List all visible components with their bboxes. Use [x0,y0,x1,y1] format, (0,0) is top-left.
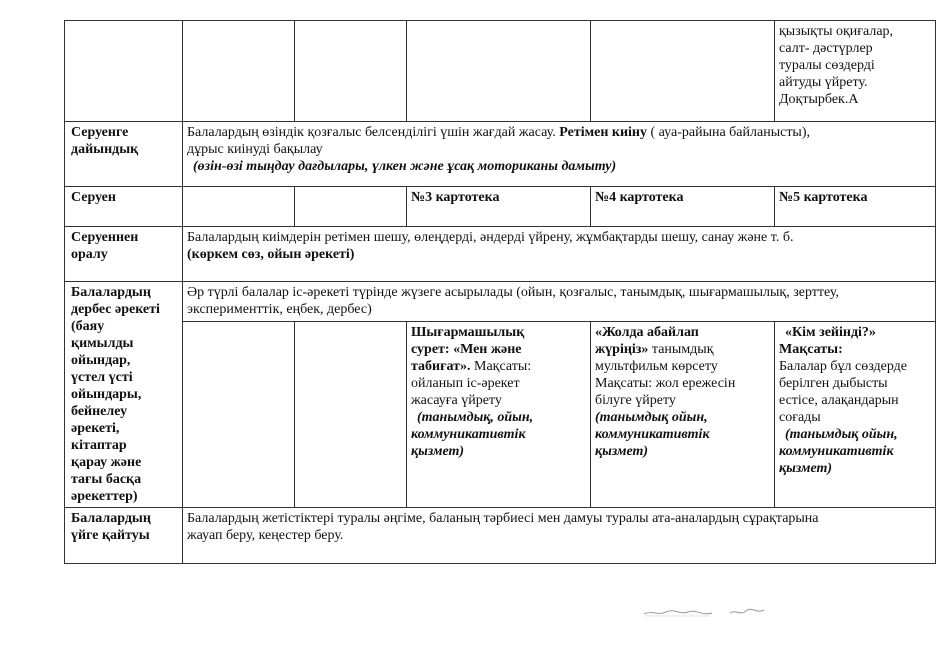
walk-card-cell: №5 картотека [775,187,936,227]
row-label: Серуен [71,190,116,205]
row-label: бейнелеу [71,404,128,419]
empty-cell [65,21,183,122]
going-home-text: жауап беру, кеңестер беру. [187,528,344,543]
continuation-line: қызықты оқиғалар, [779,24,894,39]
empty-cell [183,187,295,227]
row-label: үйге қайтуы [71,528,150,543]
independent-label [65,282,183,508]
row-label: Серуенге [71,125,129,140]
independent-row-bottom [65,322,936,508]
activity-note: қызмет) [595,444,649,460]
activity-title: Шығармашылық [411,325,525,341]
going-home-label [65,508,183,564]
return-walk-text: Балалардың киімдерін ретімен шешу, өлеңдерді, әндерді үйрену, жұмбақтарды шешу, санау және т. б. [187,230,794,245]
walk-label [65,187,183,227]
independent-row-top [65,282,936,322]
empty-cell [591,21,775,122]
prep-walk-label [65,122,183,187]
row-label: кітаптар [71,438,127,453]
return-walk-label [65,227,183,282]
row-label: Балалардың [71,285,151,300]
independent-intro [183,282,936,322]
activity-text: Мақсаты: жол ережесін [595,376,736,392]
prep-walk-text: Балалардың өзіндік қозғалыс белсенділігі үшін жағдай жасау. [187,125,560,140]
walk-card-cell: №4 картотека [591,187,775,227]
return-walk-row [65,227,936,282]
signature-icon [640,604,770,620]
prep-walk-text: ( ауа-райына байланысты), [647,125,811,140]
activity-text: мультфильм көрсету [595,359,718,375]
row-label: ойындары, [71,387,142,402]
row-label: әрекеттер) [71,489,138,504]
independent-text: эксперименттік, еңбек, дербес) [187,302,372,317]
continuation-text-cell [775,21,936,122]
activity-note: (танымдық ойын, [595,410,708,426]
walk-row [65,187,936,227]
activity-title: «Кім зейінді?» [785,325,876,341]
activity-cell-cartoon [591,322,775,508]
prep-walk-content [183,122,936,187]
activity-note: (танымдық, ойын, [417,410,534,426]
continuation-line: айтуды үйрету. [779,75,868,90]
activity-title: табиғат». [411,359,471,375]
activity-note: коммуникативтік [779,444,894,460]
empty-cell [407,21,591,122]
prep-walk-line [187,124,931,141]
continuation-row [65,21,936,122]
activity-text: соғады [779,410,821,426]
empty-cell [295,21,407,122]
activity-title: Мақсаты: [779,342,843,358]
row-label: ойындар, [71,353,131,368]
row-label: қарау және [71,455,142,470]
prep-walk-note: (өзін-өзі тыңдау дағдылары, үлкен және ұсақ моториканы дамыту) [193,159,617,174]
row-label: дербес әрекеті [71,302,160,317]
activity-text: естісе, алақандарын [779,393,899,409]
activity-title: жүріңіз» [595,342,649,358]
daily-plan-table [64,20,936,564]
row-label: (баяу [71,319,105,334]
activity-text: ойланып іс-әрекет [411,376,520,392]
return-walk-content [183,227,936,282]
activity-title: «Жолда абайлап [595,325,699,341]
activity-text: берілген дыбысты [779,376,888,392]
activity-cell-game [775,322,936,508]
activity-note: қызмет) [779,461,833,477]
activity-text: танымдық [648,342,714,358]
prep-walk-bold: Ретімен киіну [559,125,647,140]
continuation-line: туралы сөздерді [779,58,875,73]
activity-text: Балалар бұл сөздерде [779,359,907,375]
prep-walk-text: дұрыс киінуді бақылау [187,142,323,157]
activity-text: Мақсаты: [470,359,532,375]
activity-text: жасауға үйрету [411,393,502,409]
row-label: тағы басқа [71,472,142,487]
row-label: қимылды [71,336,134,351]
prep-walk-row [65,122,936,187]
going-home-text: Балалардың жетістіктері туралы әңгіме, баланың тәрбиесі мен дамуы туралы ата-аналардың сұрақтарына [187,511,819,526]
activity-note: коммуникативтік [595,427,710,443]
empty-cell [183,21,295,122]
row-label: әрекеті, [71,421,120,436]
activity-note: (танымдық ойын, [785,427,898,443]
continuation-line: салт- дәстүрлер [779,41,873,56]
going-home-row [65,508,936,564]
independent-text: Әр түрлі балалар іс-әрекеті түрінде жүзеге асырылады (ойын, қозғалыс, танымдық, шығармашылық, зерттеу, [187,285,839,300]
empty-cell [295,187,407,227]
activity-note: қызмет) [411,444,465,460]
row-label: Серуеннен [71,230,139,245]
activity-title: сурет: «Мен және [411,342,522,358]
row-label: дайындық [71,142,139,157]
walk-card-cell: №3 картотека [407,187,591,227]
row-label: оралу [71,247,108,262]
empty-cell [183,322,295,508]
activity-text: білуге үйрету [595,393,676,409]
continuation-line: Доқтырбек.А [779,92,859,107]
going-home-content [183,508,936,564]
activity-cell-drawing [407,322,591,508]
activity-note: коммуникативтік [411,427,526,443]
row-label: Балалардың [71,511,151,526]
return-walk-note: (көркем сөз, ойын әрекеті) [187,247,355,262]
row-label: үстел үсті [71,370,133,385]
empty-cell [295,322,407,508]
